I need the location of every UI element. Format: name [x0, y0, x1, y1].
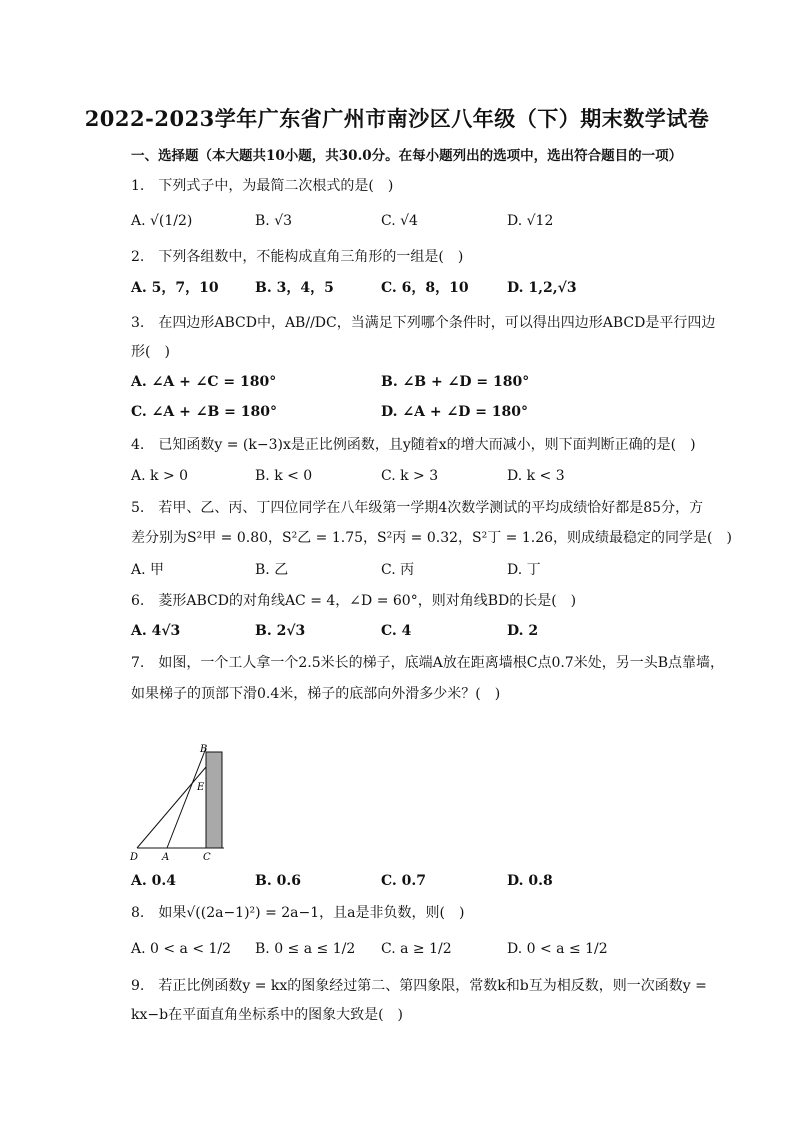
option-d[interactable]: D. 1,2,√3	[507, 280, 577, 296]
question-3-options-row1	[0, 371, 794, 393]
label-d: D	[130, 852, 139, 863]
question-1-options	[0, 210, 794, 232]
option-d[interactable]: D. k < 3	[507, 468, 565, 484]
question-9-text-line1: 9. 若正比例函数y = kx的图象经过第二、第四象限，常数k和b互为相反数，则一次函数y =	[131, 978, 707, 994]
option-a[interactable]: A. √(1/2)	[131, 213, 193, 229]
ladder-ab	[167, 748, 206, 848]
question-2-text: 2. 下列各组数中，不能构成直角三角形的一组是( )	[131, 249, 464, 265]
label-e: E	[197, 782, 205, 793]
question-5-text-line1: 5. 若甲、乙、丙、丁四位同学在八年级第一学期4次数学测试的平均成绩恰好都是85分，方	[131, 500, 704, 516]
question-5-options	[0, 559, 794, 581]
option-c[interactable]: C. ∠A + ∠B = 180°	[131, 404, 277, 420]
question-6-text: 6. 菱形ABCD的对角线AC = 4，∠D = 60°，则对角线BD的长是( )	[131, 593, 577, 609]
option-c[interactable]: C. k > 3	[381, 468, 439, 484]
option-b[interactable]: B. 乙	[255, 562, 289, 578]
question-1-text: 1. 下列式子中，为最简二次根式的是( )	[131, 178, 394, 194]
ladder-figure	[127, 740, 237, 865]
option-a[interactable]: A. 0.4	[131, 873, 176, 889]
question-7-text-line1: 7. 如图，一个工人拿一个2.5米长的梯子，底端A放在距离墙根C点0.7米处，另一头B点靠墙，	[131, 655, 724, 671]
option-b[interactable]: B. 0 ≤ a ≤ 1/2	[255, 941, 356, 957]
question-5-text-line2: 差分别为S²甲 = 0.80，S²乙 = 1.75，S²丙 = 0.32，S²丁 = 1.26，则成绩最稳定的同学是( )	[131, 530, 732, 546]
question-7-options	[0, 870, 794, 892]
question-3-options-row2	[0, 401, 794, 423]
option-c[interactable]: C. a ≥ 1/2	[381, 941, 452, 957]
option-c[interactable]: C. 丙	[381, 562, 415, 578]
question-7-text-line2: 如果梯子的顶部下滑0.4米，梯子的底部向外滑多少米？( )	[131, 686, 501, 702]
question-3-text-line1: 3. 在四边形ABCD中，AB//DC，当满足下列哪个条件时，可以得出四边形ABCD是平行四边	[131, 315, 716, 331]
option-d[interactable]: D. 2	[507, 623, 539, 639]
option-c[interactable]: C. √4	[381, 213, 418, 229]
question-4-options	[0, 465, 794, 487]
option-c[interactable]: C. 4	[381, 623, 412, 639]
option-a[interactable]: A. 甲	[131, 562, 165, 578]
option-b[interactable]: B. 3，4，5	[255, 280, 334, 296]
option-a[interactable]: A. ∠A + ∠C = 180°	[131, 374, 277, 390]
option-b[interactable]: B. 0.6	[255, 873, 301, 889]
label-b: B	[200, 744, 208, 755]
option-a[interactable]: A. 0 < a < 1/2	[131, 941, 232, 957]
option-d[interactable]: D. 0.8	[507, 873, 553, 889]
page-title: 2022-2023学年广东省广州市南沙区八年级（下）期末数学试卷	[84, 106, 710, 131]
question-8-text: 8. 如果√((2a−1)²) = 2a−1，且a是非负数，则( )	[131, 905, 465, 921]
section-heading: 一、选择题（本大题共10小题，共30.0分。在每小题列出的选项中，选出符合题目的一项）	[131, 148, 683, 164]
question-9-text-line2: kx−b在平面直角坐标系中的图象大致是( )	[131, 1007, 403, 1023]
option-b[interactable]: B. k < 0	[255, 468, 313, 484]
option-c[interactable]: C. 6，8，10	[381, 280, 469, 296]
question-6-options	[0, 620, 794, 642]
option-a[interactable]: A. 4√3	[131, 623, 181, 639]
question-2-options	[0, 277, 794, 299]
option-d[interactable]: D. 0 < a ≤ 1/2	[507, 941, 608, 957]
option-d[interactable]: D. √12	[507, 213, 554, 229]
option-b[interactable]: B. 2√3	[255, 623, 306, 639]
wall	[206, 752, 222, 848]
label-a: A	[162, 852, 170, 863]
option-a[interactable]: A. k > 0	[131, 468, 189, 484]
option-d[interactable]: D. ∠A + ∠D = 180°	[381, 404, 529, 420]
label-c: C	[203, 852, 211, 863]
question-4-text: 4. 已知函数y = (k−3)x是正比例函数，且y随着x的增大而减小，则下面判断正确的是( )	[131, 437, 696, 453]
question-8-options	[0, 938, 794, 960]
question-3-text-line2: 形( )	[131, 344, 170, 360]
option-b[interactable]: B. ∠B + ∠D = 180°	[381, 374, 530, 390]
option-c[interactable]: C. 0.7	[381, 873, 427, 889]
option-a[interactable]: A. 5，7，10	[131, 280, 219, 296]
option-d[interactable]: D. 丁	[507, 562, 541, 578]
option-b[interactable]: B. √3	[255, 213, 293, 229]
